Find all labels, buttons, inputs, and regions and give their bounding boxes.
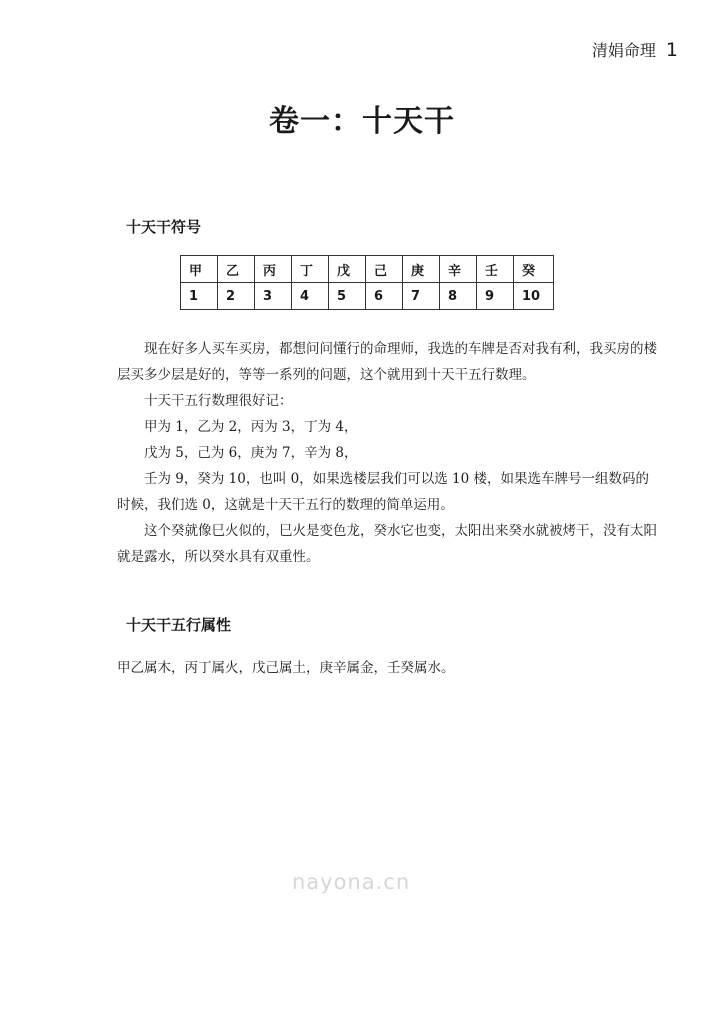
paragraph: 戊为 5，己为 6，庚为 7，辛为 8，: [144, 445, 358, 461]
table-row-stems: [181, 256, 554, 283]
section-heading-five-elements: 十天干五行属性: [126, 616, 232, 634]
table-row-numbers: [181, 283, 554, 310]
paragraph: 这个癸就像巳火似的，巳火是变色龙，癸水它也变，太阳出来癸水就被烤干，没有太阳就是露水，所以癸水具有双重性。: [117, 523, 657, 565]
section2-body: [117, 655, 657, 681]
table-cell: 辛: [440, 256, 477, 283]
table-cell: 庚: [403, 256, 440, 283]
book-title: 清娟命理: [591, 41, 656, 60]
table-cell: 1: [181, 283, 218, 310]
section-heading-stem-symbols: 十天干符号: [126, 218, 202, 236]
paragraph: 十天干五行数理很好记：: [144, 393, 293, 409]
table-cell: 4: [292, 283, 329, 310]
table-cell: 癸: [514, 256, 554, 283]
running-header: [592, 38, 678, 61]
paragraph: 甲为 1，乙为 2，丙为 3，丁为 4，: [144, 419, 358, 435]
table-cell: 丙: [255, 256, 292, 283]
page-number: 1: [665, 39, 678, 61]
table-cell: 甲: [181, 256, 218, 283]
table-cell: 8: [440, 283, 477, 310]
table-cell: 3: [255, 283, 292, 310]
chapter-title: 卷一：十天干: [269, 104, 455, 139]
paragraph: 壬为 9，癸为 10，也叫 0，如果选楼层我们可以选 10 楼，如果选车牌号一组数码的时候，我们选 0，这就是十天干五行的数理的简单运用。: [117, 471, 649, 513]
table-cell: 10: [514, 283, 554, 310]
table-cell: 乙: [218, 256, 255, 283]
table-cell: 己: [366, 256, 403, 283]
section1-body: [117, 336, 657, 570]
table-cell: 壬: [477, 256, 514, 283]
table-cell: 5: [329, 283, 366, 310]
paragraph: 甲乙属木，丙丁属火，戊己属土，庚辛属金，壬癸属水。: [117, 660, 455, 676]
table-cell: 6: [366, 283, 403, 310]
watermark: nayona.cn: [292, 870, 411, 894]
table-cell: 丁: [292, 256, 329, 283]
heavenly-stems-table: [180, 255, 554, 310]
paragraph: 现在好多人买车买房，都想问问懂行的命理师，我选的车牌是否对我有利，我买房的楼层买多少层是好的，等等一系列的问题，这个就用到十天干五行数理。: [117, 341, 657, 383]
table-cell: 7: [403, 283, 440, 310]
table-cell: 戊: [329, 256, 366, 283]
table-cell: 2: [218, 283, 255, 310]
table-cell: 9: [477, 283, 514, 310]
